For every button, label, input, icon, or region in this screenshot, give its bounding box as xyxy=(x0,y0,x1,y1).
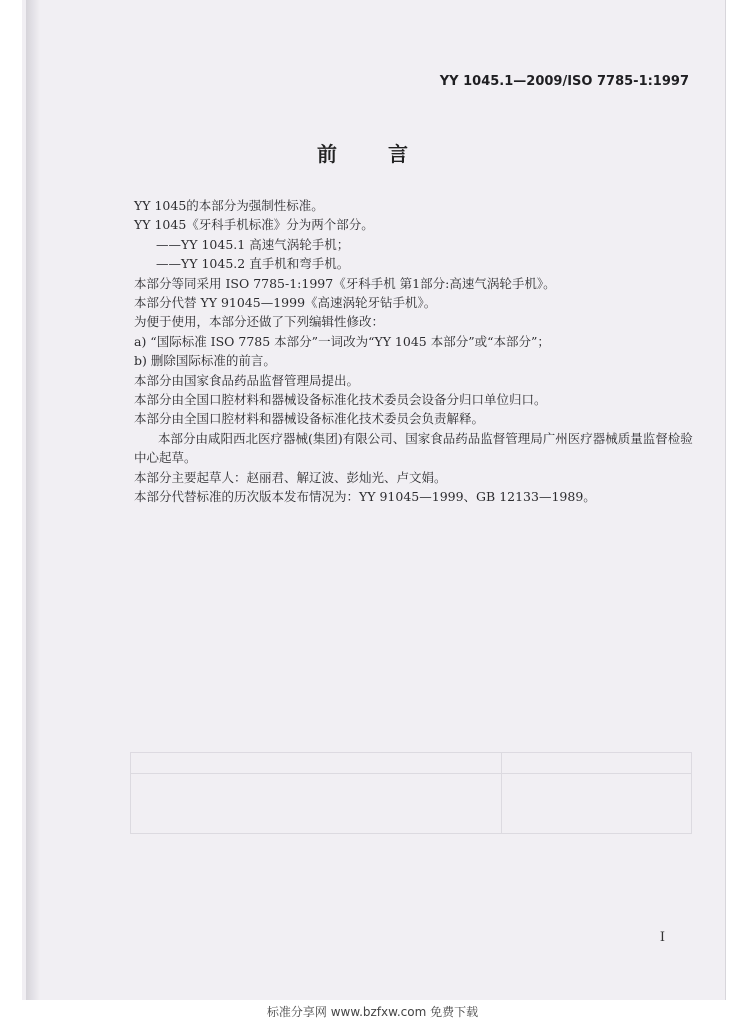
foreword-line: 本部分等同采用 ISO 7785-1:1997《牙科手机 第1部分:高速气涡轮手机》。 xyxy=(134,275,556,291)
foreword-line: ——YY 1045.1 高速气涡轮手机； xyxy=(156,236,350,252)
document-page xyxy=(22,0,726,1000)
foreword-line: ——YY 1045.2 直手机和弯手机。 xyxy=(156,256,350,272)
foreword-line: 本部分主要起草人：赵丽君、解辽波、彭灿光、卢文娟。 xyxy=(134,469,447,485)
foreword-line: 本部分由全国口腔材料和器械设备标准化技术委员会设备分归口单位归口。 xyxy=(134,392,547,408)
foreword-line: 为便于使用，本部分还做了下列编辑性修改： xyxy=(134,314,385,330)
foreword-line: 本部分代替 YY 91045—1999《高速涡轮牙钻手机》。 xyxy=(134,295,437,311)
foreword-line: a) “国际标准 ISO 7785 本部分”一词改为“YY 1045 本部分”或“本部分”； xyxy=(134,333,550,349)
page-title: 前 言 xyxy=(317,142,430,166)
bleed-through-table xyxy=(130,752,692,834)
site-footer: 标准分享网 www.bzfxw.com 免费下载 xyxy=(266,1005,479,1019)
foreword-line: 本部分代替标准的历次版本发布情况为：YY 91045—1999、GB 12133—1989。 xyxy=(134,489,596,505)
page-number: I xyxy=(659,930,665,945)
foreword-line: 本部分由国家食品药品监督管理局提出。 xyxy=(134,372,360,388)
foreword-line: 本部分由咸阳西北医疗器械(集团)有限公司、国家食品药品监督管理局广州医疗器械质量监督检验中心起草。 xyxy=(134,430,693,466)
foreword-body xyxy=(134,196,694,507)
foreword-line: b) 删除国际标准的前言。 xyxy=(134,353,276,369)
foreword-line: YY 1045的本部分为强制性标准。 xyxy=(134,198,324,213)
foreword-line: YY 1045《牙科手机标准》分为两个部分。 xyxy=(134,217,374,233)
bleed-through xyxy=(152,500,652,566)
standard-code: YY 1045.1—2009/ISO 7785-1:1997 xyxy=(439,74,689,89)
foreword-line: 本部分由全国口腔材料和器械设备标准化技术委员会负责解释。 xyxy=(134,411,485,427)
